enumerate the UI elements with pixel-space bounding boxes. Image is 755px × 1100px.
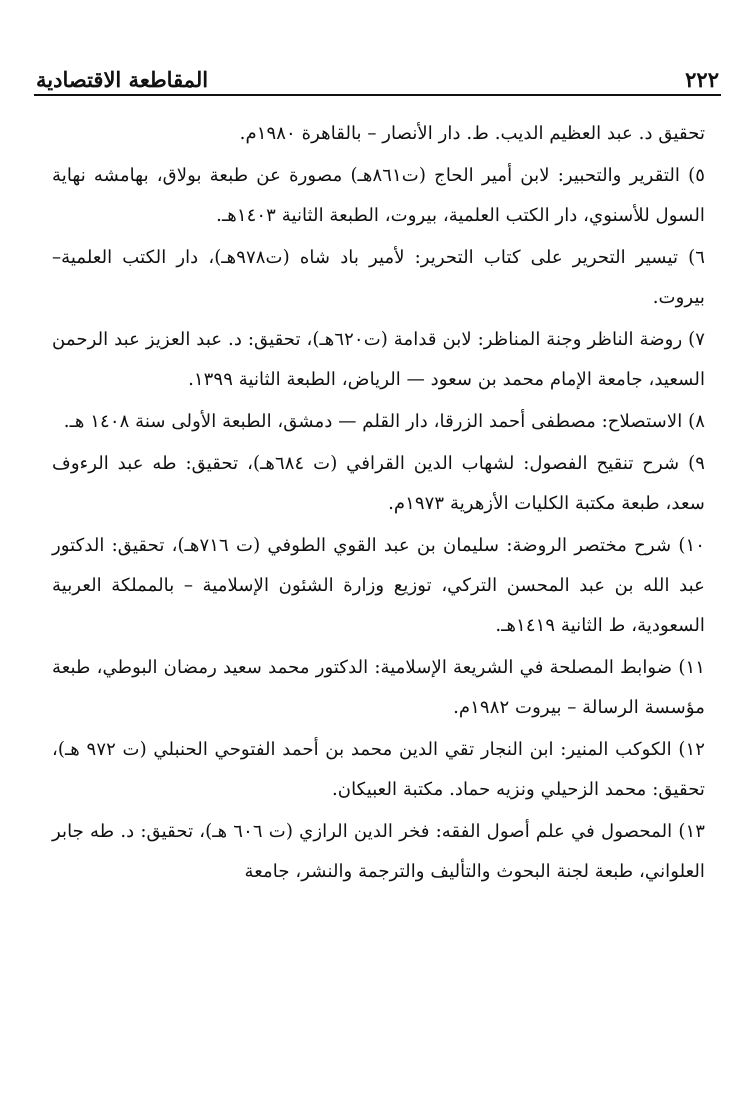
reference-paragraph: ١٣) المحصول في علم أصول الفقه: فخر الدين الرازي (ت ٦٠٦ هـ)، تحقيق: د. طه جابر العلواني، طبعة لجنة البحوث والتأليف والترجمة والنشر، جامعة <box>52 821 705 882</box>
reference-paragraph: ٧) روضة الناظر وجنة المناظر: لابن قدامة (ت٦٢٠هـ)، تحقيق: د. عبد العزيز عبد الرحمن السعيد، جامعة الإمام محمد بن سعود — الرياض، الطبعة الثانية ١٣٩٩. <box>52 329 705 390</box>
references-body <box>52 114 705 892</box>
reference-paragraph: ١٢) الكوكب المنير: ابن النجار تقي الدين محمد بن أحمد الفتوحي الحنبلي (ت ٩٧٢ هـ)، تحقيق: محمد الزحيلي ونزيه حماد. مكتبة العبيكان. <box>52 739 705 800</box>
header-rule <box>34 94 721 96</box>
reference-paragraph: ٨) الاستصلاح: مصطفى أحمد الزرقا، دار القلم — دمشق، الطبعة الأولى سنة ١٤٠٨ هـ. <box>63 411 705 432</box>
reference-paragraph: ٦) تيسير التحرير على كتاب التحرير: لأمير باد شاه (ت٩٧٨هـ)، دار الكتب العلمية– بيروت. <box>52 247 705 308</box>
running-title: المقاطعة الاقتصادية <box>36 67 209 92</box>
reference-paragraph: ٩) شرح تنقيح الفصول: لشهاب الدين القرافي (ت ٦٨٤هـ)، تحقيق: طه عبد الرءوف سعد، طبعة مكتبة الكليات الأزهرية ١٩٧٣م. <box>52 453 705 514</box>
reference-paragraph: ٥) التقرير والتحبير: لابن أمير الحاج (ت٨٦١هـ) مصورة عن طبعة بولاق، بهامشه نهاية السول للأسنوي، دار الكتب العلمية، بيروت، الطبعة الثانية ١٤٠٣هـ. <box>52 165 705 226</box>
reference-paragraph: ١١) ضوابط المصلحة في الشريعة الإسلامية: الدكتور محمد سعيد رمضان البوطي، طبعة مؤسسة الرسالة – بيروت ١٩٨٢م. <box>52 657 705 718</box>
running-header <box>36 58 719 92</box>
reference-paragraph: ١٠) شرح مختصر الروضة: سليمان بن عبد القوي الطوفي (ت ٧١٦هـ)، تحقيق: الدكتور عبد الله بن عبد المحسن التركي، توزيع وزارة الشئون الإسلامية – بالمملكة العربية السعودية، ط الثانية ١٤١٩هـ. <box>52 535 706 636</box>
reference-paragraph: تحقيق د. عبد العظيم الديب. ط. دار الأنصار – بالقاهرة ١٩٨٠م. <box>239 123 705 144</box>
page-number: ٢٢٢ <box>685 67 719 92</box>
